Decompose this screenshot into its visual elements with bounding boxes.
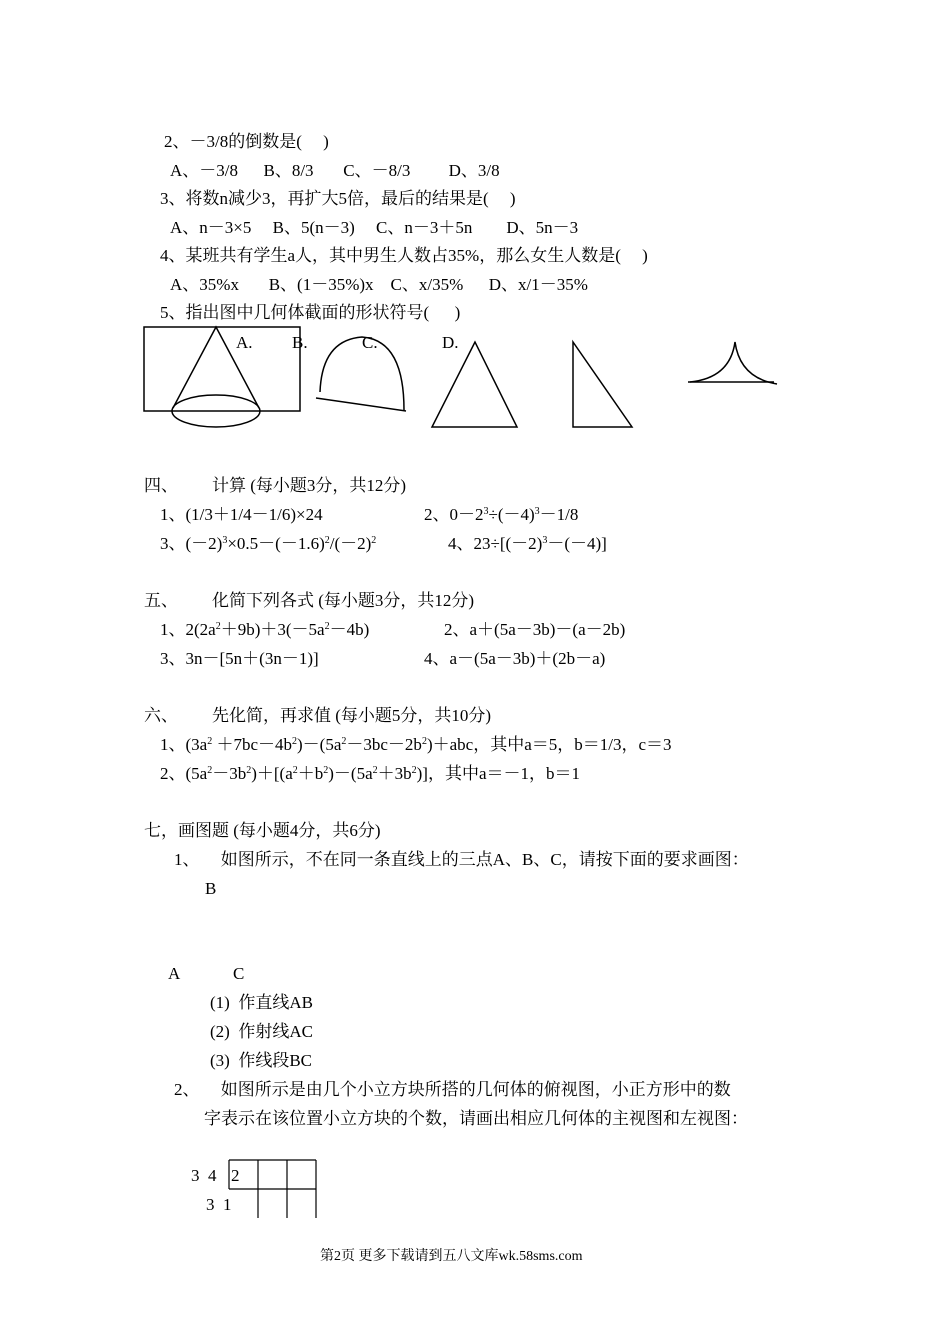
section4-problem2: 2、$0-2^3\div(-4)^3-1/8$: [424, 505, 579, 524]
section6-problem2: 2、$(5a^2-3b^2)+[(a^2+b^2)-(5a^2+3b^2)]$，其中a＝－1，b＝1: [160, 764, 580, 783]
q5-label-d: D.: [442, 333, 459, 352]
section4-problem1: 1、(1/3＋1/4－1/6)×24: [160, 505, 323, 524]
section6-problem1: 1、$(3a^2 +7bc-4b^2)-(5a^2-3bc-2b^2)+abc$，其中a＝5，b＝1/3，c＝3: [160, 735, 672, 754]
section7-question2-line1: 2、 如图所示是由几个小立方块所搭的几何体的俯视图，小正方形中的数: [174, 1080, 731, 1099]
section7-sub1: (1) 作直线AB: [210, 993, 313, 1012]
q5-label-c: C.: [362, 333, 378, 352]
q3-options: A、n－3×5 B、5(n－3) C、n－3＋5n D、5n－3: [170, 218, 579, 237]
section5-problem4: 4、a－(5a－3b)＋(2b－a): [424, 649, 606, 668]
section4-problem3: 3、$(-2)^3\times 0.5-(-1.6)^2/(-2)^2$: [160, 534, 377, 553]
section6-heading: 六、 先化简，再求值 (每小题5分，共10分): [144, 706, 492, 725]
point-c-label: C: [233, 964, 245, 983]
grid-row2-numbers: 3 1: [206, 1195, 232, 1214]
grid-row1-cell: 2: [231, 1166, 240, 1185]
q4-question: 4、某班共有学生a人，其中男生人数占35%，那么女生人数是( ): [160, 246, 648, 265]
section5-problem3: 3、3n－[5n＋(3n－1)]: [160, 649, 319, 668]
q5-label-b: B.: [292, 333, 308, 352]
point-a-label: A: [168, 964, 181, 983]
q4-options: A、35%x B、(1－35%)x C、x/35% D、x/1－35%: [170, 275, 588, 294]
section5-heading: 五、 化简下列各式 (每小题3分，共12分): [144, 591, 475, 610]
section7-question2-line2: 字表示在该位置小立方块的个数，请画出相应几何体的主视图和左视图：: [204, 1109, 748, 1128]
section7-question1: 1、 如图所示，不在同一条直线上的三点A、B、C，请按下面的要求画图：: [174, 850, 749, 869]
section4-problem4: 4、$23\div[(-2)^3-(-4)]$: [448, 534, 607, 553]
section7-heading: 七，画图题 (每小题4分，共6分): [144, 821, 381, 840]
section7-sub3: (3) 作线段BC: [210, 1051, 312, 1070]
section5-problem1: 1、$2(2a^2+9b)+3(-5a^2-4b)$: [160, 620, 370, 639]
page-footer: 第2页 更多下载请到五八文库wk.58sms.com: [320, 1249, 583, 1264]
q2-question: 2、－3/8的倒数是( ): [164, 132, 329, 151]
section4-heading: 四、 计算 (每小题3分，共12分): [144, 476, 407, 495]
point-b-label: B: [205, 879, 217, 898]
q3-question: 3、将数n减少3，再扩大5倍，最后的结果是( ): [160, 189, 516, 208]
q5-label-a: A.: [236, 333, 253, 352]
q5-question: 5、指出图中几何体截面的形状符号( ): [160, 303, 461, 322]
q2-options: A、－3/8 B、8/3 C、－8/3 D、3/8: [170, 161, 500, 180]
section5-problem2: 2、a＋(5a－3b)－(a－2b): [444, 620, 626, 639]
section7-sub2: (2) 作射线AC: [210, 1022, 313, 1041]
grid-row1-numbers: 3 4: [191, 1166, 217, 1185]
